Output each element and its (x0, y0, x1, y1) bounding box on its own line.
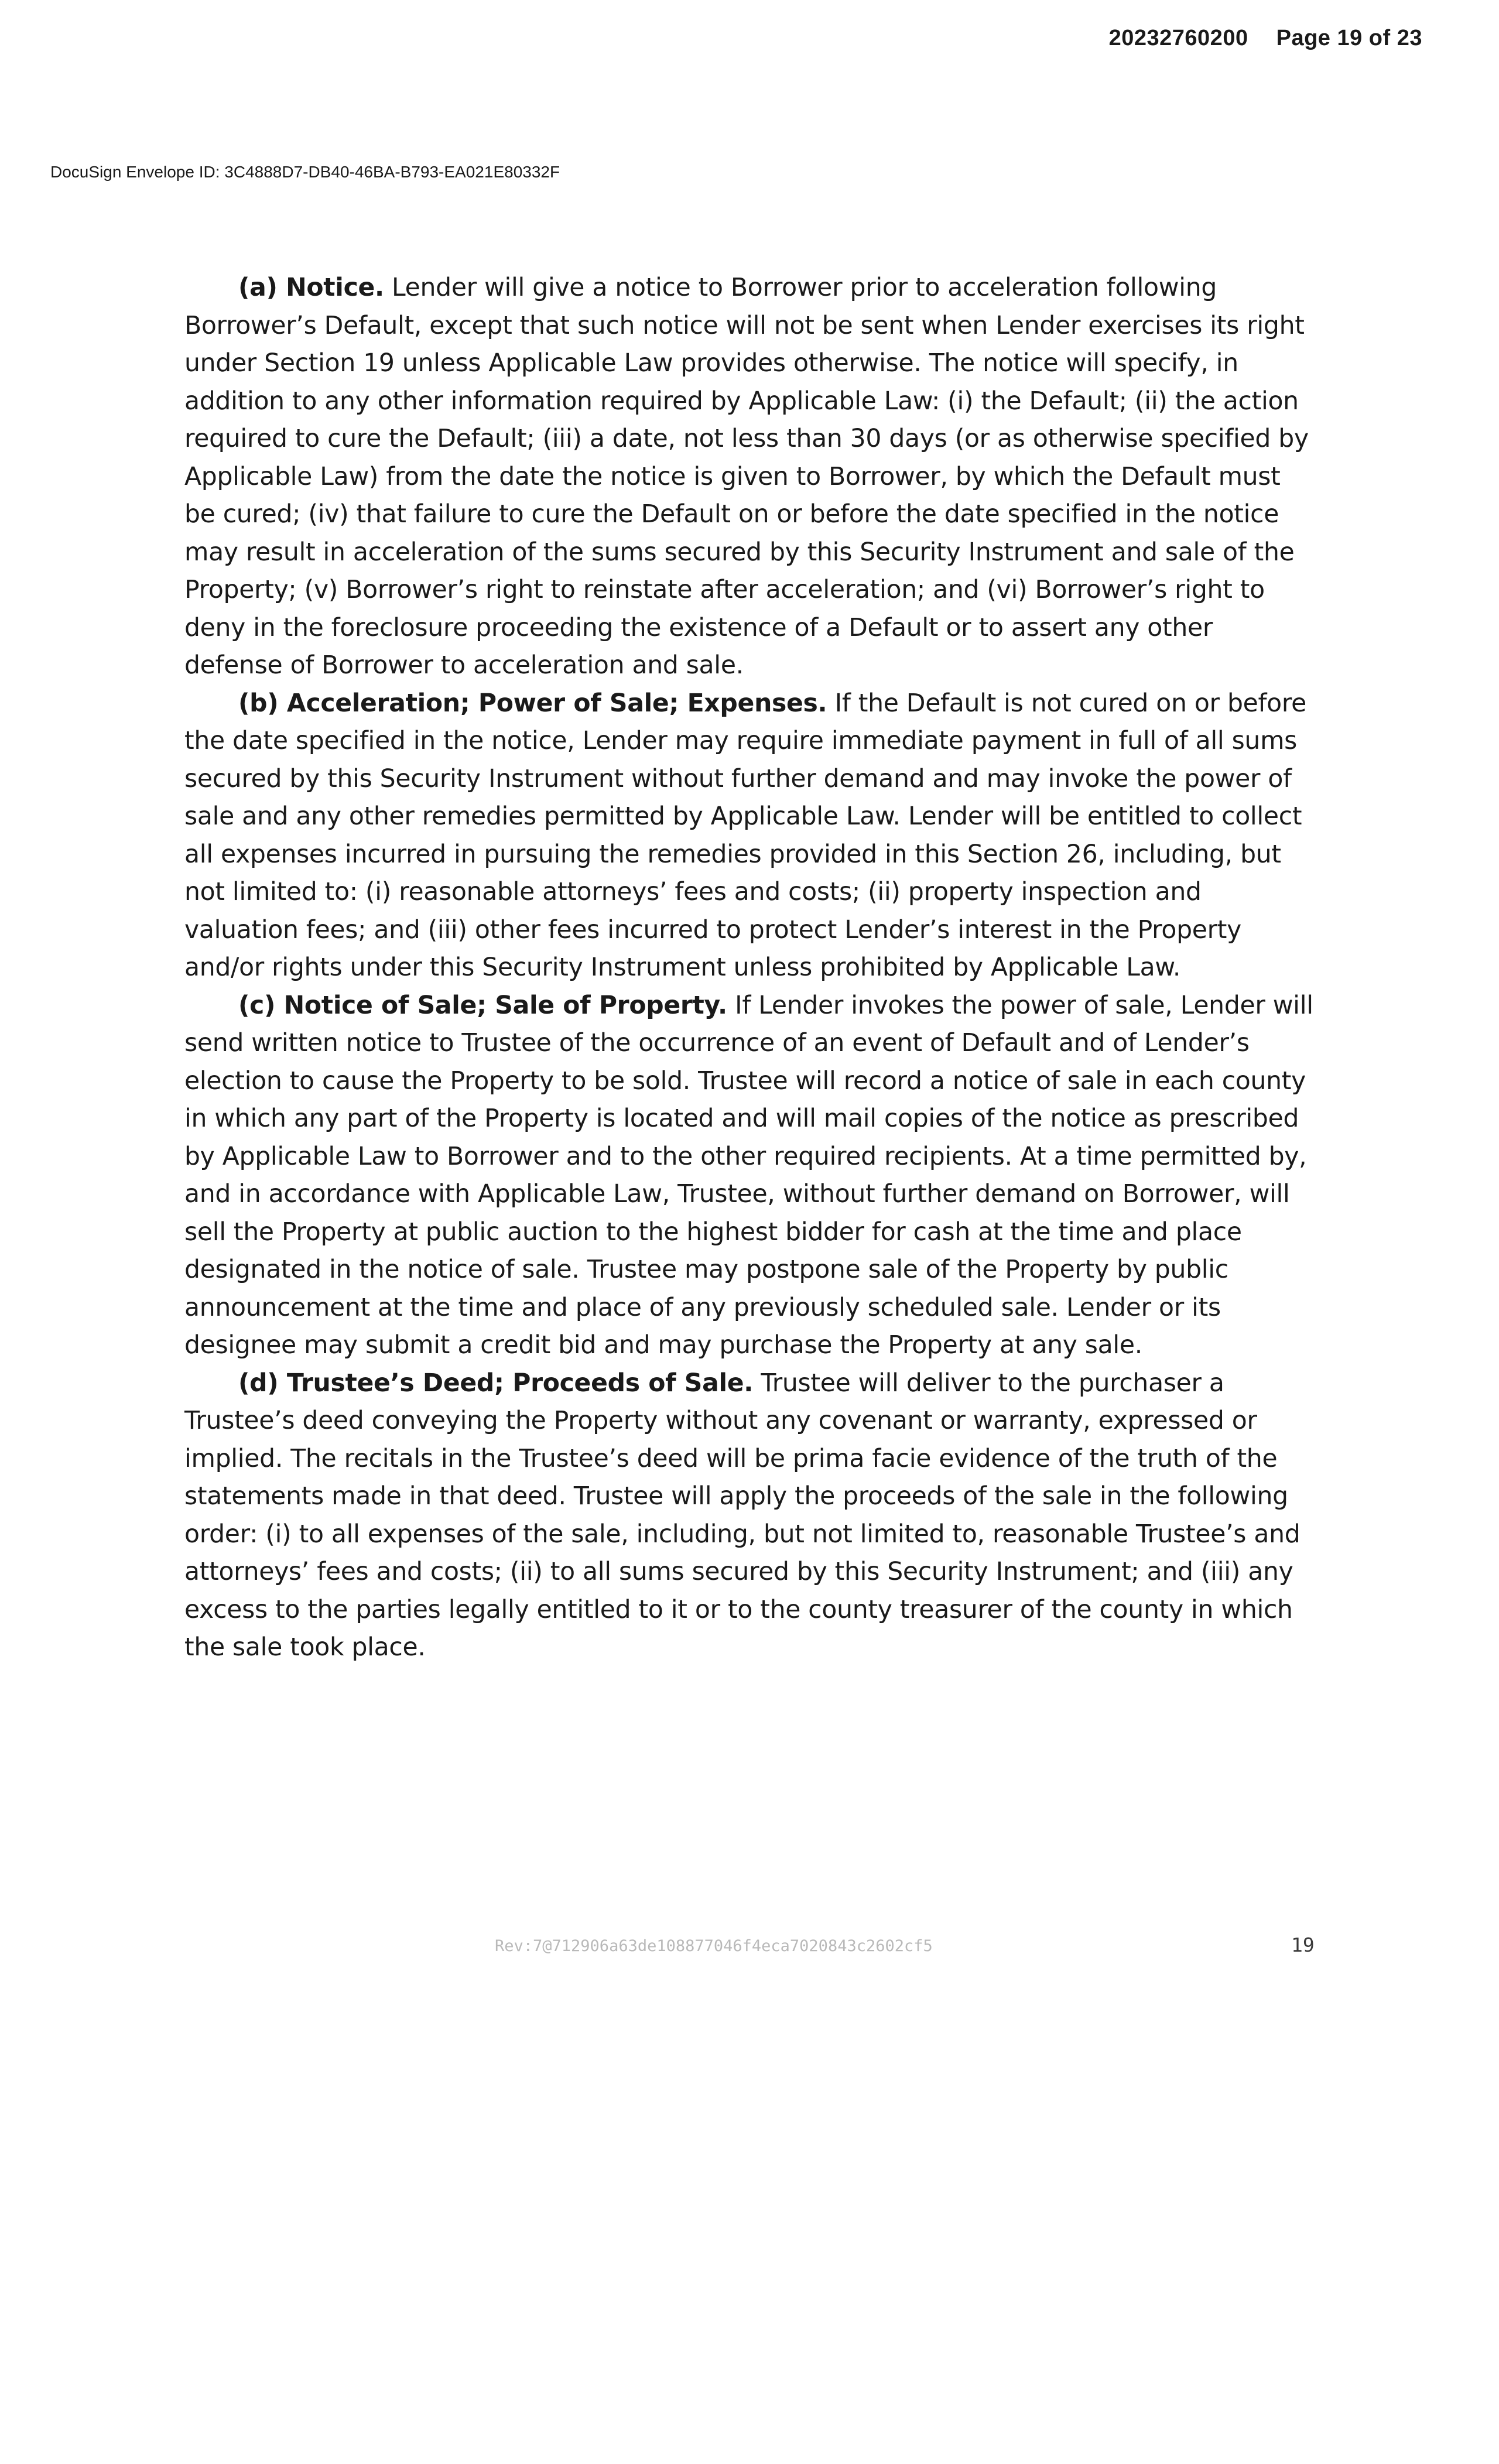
page-number: 19 (1291, 1933, 1315, 1956)
recording-header (1109, 26, 1422, 51)
paragraph-heading: (d) Trustee’s Deed; Proceeds of Sale. (238, 1368, 754, 1398)
paragraph-trustees-deed (184, 1365, 1317, 1667)
paragraph-heading: (c) Notice of Sale; Sale of Property. (238, 991, 727, 1020)
paragraph-acceleration (184, 685, 1317, 987)
paragraph-text: If Lender invokes the power of sale, Lender will send written notice to Trustee of the occurrence of an event of Default and of Lender’s election to cause the Property to be sold. Trustee will record a notice of sale in each county in which any part of the Property is located and will mail copies of the notice as prescribed by Applicable Law to Borrower and to the other required recipients. At a time permitted by, and in accordance with Applicable Law, Trustee, without further demand on Borrower, will sell the Property at public auction to the highest bidder for cash at the time and place designated in the notice of sale. Trustee may postpone sale of the Property by public announcement at the time and place of any previously scheduled sale. Lender or its designee may submit a credit bid and may purchase the Property at any sale. (184, 991, 1313, 1360)
docusign-envelope-id: DocuSign Envelope ID: 3C4888D7-DB40-46BA-B793-EA021E80332F (50, 163, 560, 181)
paragraph-notice (184, 269, 1317, 685)
revision-hash: Rev:7@712906a63de108877046f4eca7020843c2602cf5 (495, 1937, 933, 1955)
document-body (184, 269, 1317, 1667)
page-label: Page 19 of 23 (1276, 26, 1422, 50)
paragraph-notice-of-sale (184, 987, 1317, 1365)
paragraph-heading: (b) Acceleration; Power of Sale; Expenses. (238, 689, 827, 718)
paragraph-text: Lender will give a notice to Borrower prior to acceleration following Borrower’s Default, except that such notice will not be sent when Lender exercises its right under Section 19 unless Applicable Law provides otherwise. The notice will specify, in addition to any other information required by Applicable Law: (i) the Default; (ii) the action required to cure the Default; (iii) a date, not less than 30 days (or as otherwise specified by Applicable Law) from the date the notice is given to Borrower, by which the Default must be cured; (iv) that failure to cure the Default on or before the date specified in the notice may result in acceleration of the sums secured by this Security Instrument and sale of the Property; (v) Borrower’s right to reinstate after acceleration; and (vi) Borrower’s right to deny in the foreclosure proceeding the existence of a Default or to assert any other defense of Borrower to acceleration and sale. (184, 273, 1309, 680)
document-number: 20232760200 (1108, 26, 1248, 50)
paragraph-text: Trustee will deliver to the purchaser a Trustee’s deed conveying the Property without any covenant or warranty, expressed or implied. The recitals in the Trustee’s deed will be prima facie evidence of the truth of the statements made in that deed. Trustee will apply the proceeds of the sale in the following order: (i) to all expenses of the sale, including, but not limited to, reasonable Trustee’s and attorneys’ fees and costs; (ii) to all sums secured by this Security Instrument; and (iii) any excess to the parties legally entitled to it or to the county treasurer of the county in which the sale took place. (184, 1368, 1300, 1662)
paragraph-text: If the Default is not cured on or before the date specified in the notice, Lender may require immediate payment in full of all sums secured by this Security Instrument without further demand and may invoke the power of sale and any other remedies permitted by Applicable Law. Lender will be entitled to collect all expenses incurred in pursuing the remedies provided in this Section 26, including, but not limited to: (i) reasonable attorneys’ fees and costs; (ii) property inspection and valuation fees; and (iii) other fees incurred to protect Lender’s interest in the Property and/or rights under this Security Instrument unless prohibited by Applicable Law. (184, 689, 1306, 982)
paragraph-heading: (a) Notice. (238, 273, 384, 302)
